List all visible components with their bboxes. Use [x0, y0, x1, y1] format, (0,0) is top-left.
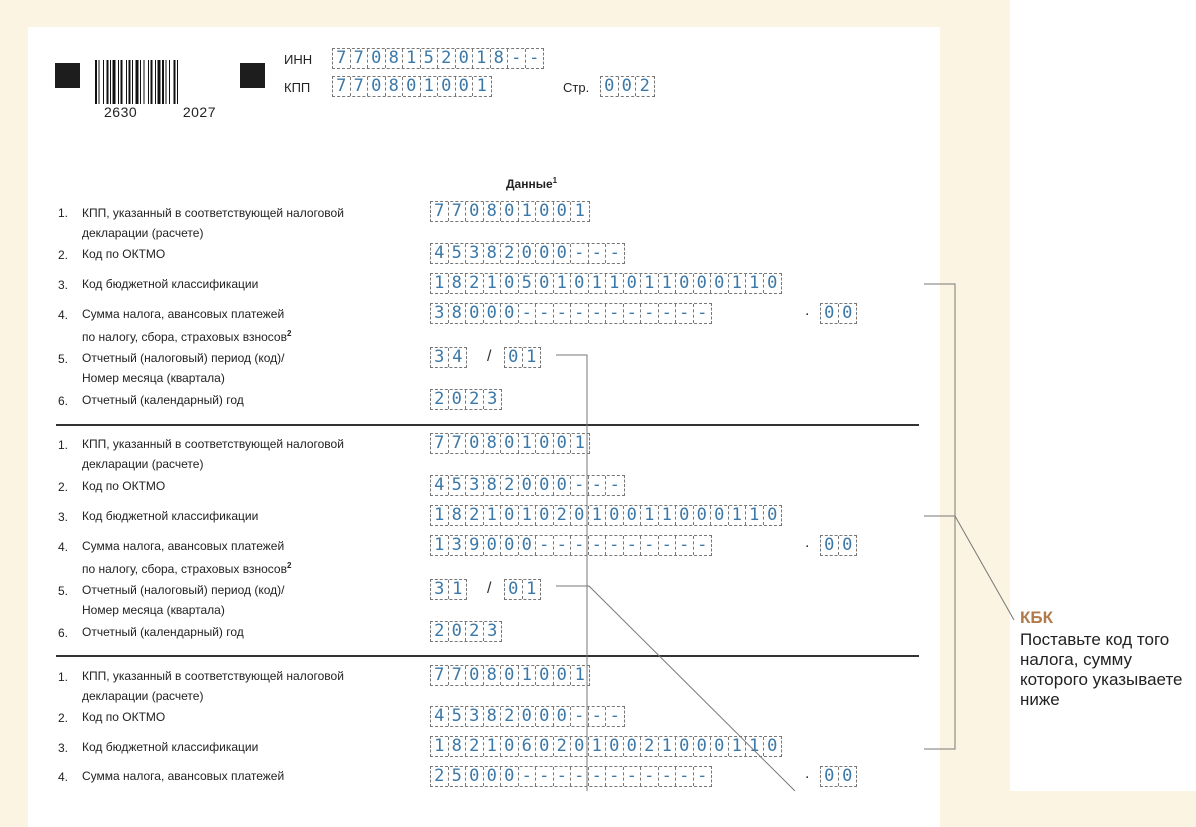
char-cell: 1: [519, 506, 537, 525]
char-cell: 3: [431, 580, 449, 599]
char-cell: 1: [641, 506, 659, 525]
char-cell: 8: [484, 202, 502, 221]
char-cell: 7: [449, 434, 467, 453]
row-label-line: Номер месяца (квартала): [82, 603, 225, 617]
char-cell: 0: [519, 536, 537, 555]
char-cell: 1: [421, 77, 439, 96]
char-cell: -: [697, 535, 708, 555]
row-number: 1.: [58, 438, 69, 452]
char-cell: 7: [333, 49, 351, 68]
char-cell: 0: [519, 244, 537, 263]
char-cell: 1: [574, 201, 585, 221]
char-cell: 0: [501, 434, 519, 453]
row-label-line: по налогу, сбора, страховых взносов: [82, 562, 287, 576]
row-label-line: по налогу, сбора, страховых взносов: [82, 330, 287, 344]
char-cell: -: [609, 706, 620, 726]
row-label-line: декларации (расчете): [82, 226, 204, 240]
char-cell: 0: [484, 536, 502, 555]
char-cell: 2: [466, 737, 484, 756]
page-label: Стр.: [563, 80, 590, 95]
char-cell: 3: [466, 476, 484, 495]
char-cell: 2: [466, 506, 484, 525]
char-cell: 0: [711, 274, 729, 293]
char-cell: -: [609, 475, 620, 495]
char-cell: 1: [519, 434, 537, 453]
char-cell: 1: [659, 737, 677, 756]
char-cell: 0: [676, 274, 694, 293]
char-cell: 9: [466, 536, 484, 555]
char-cell: 1: [659, 506, 677, 525]
row-number: 3.: [58, 278, 69, 292]
char-cell: 8: [484, 666, 502, 685]
char-cell: 0: [694, 274, 712, 293]
char-cell: 0: [711, 506, 729, 525]
char-cell: 8: [484, 476, 502, 495]
char-cell: -: [571, 244, 589, 263]
row-number: 5.: [58, 352, 69, 366]
char-cell: 1: [574, 433, 585, 453]
char-cell: 2: [554, 506, 572, 525]
char-cell: 0: [842, 766, 853, 786]
char-cell: 3: [466, 707, 484, 726]
char-cell: 8: [491, 49, 509, 68]
char-cell: 8: [484, 707, 502, 726]
char-cell: 0: [571, 506, 589, 525]
row-number: 3.: [58, 741, 69, 755]
char-cell: 2: [438, 49, 456, 68]
callout-text: Поставьте код того налога, сумму которого указываете ниже: [1020, 630, 1183, 709]
char-cell: 1: [659, 274, 677, 293]
char-cell: 2: [431, 390, 449, 409]
char-cell: 2: [501, 244, 519, 263]
char-cell: 0: [466, 434, 484, 453]
char-cell: 0: [536, 244, 554, 263]
char-cell: 1: [403, 49, 421, 68]
char-cell: -: [536, 536, 554, 555]
char-cell: 1: [589, 737, 607, 756]
char-cell: 8: [484, 244, 502, 263]
char-cell: 0: [767, 736, 778, 756]
char-cell: 0: [466, 202, 484, 221]
char-cell: 0: [536, 202, 554, 221]
char-cell: 1: [519, 666, 537, 685]
char-cell: 0: [694, 506, 712, 525]
char-cell: -: [641, 767, 659, 786]
row-label-line: Отчетный (календарный) год: [82, 625, 244, 639]
char-cell: -: [589, 476, 607, 495]
char-cell: 7: [431, 434, 449, 453]
kbk-leader-line: [924, 516, 1014, 620]
decimal-point: .: [805, 534, 810, 551]
char-cell: 7: [333, 77, 351, 96]
char-cell: 1: [589, 506, 607, 525]
char-cell: 3: [431, 348, 449, 367]
char-cell: 0: [456, 77, 474, 96]
kbk-callout: [1020, 608, 1190, 710]
char-cell: 0: [536, 506, 554, 525]
char-cell: -: [676, 536, 694, 555]
char-cell: 7: [351, 77, 369, 96]
char-cell: 2: [501, 476, 519, 495]
char-cell: 8: [449, 506, 467, 525]
char-cell: -: [589, 767, 607, 786]
char-cell: -: [697, 766, 708, 786]
char-cell: 3: [487, 389, 498, 409]
char-cell: 0: [536, 476, 554, 495]
char-cell: 7: [449, 202, 467, 221]
char-cell: 1: [729, 274, 747, 293]
char-cell: 2: [641, 737, 659, 756]
char-cell: 1: [431, 536, 449, 555]
char-cell: 1: [554, 274, 572, 293]
char-cell: 5: [519, 274, 537, 293]
char-cell: 0: [536, 737, 554, 756]
period-leader-line: [556, 355, 587, 791]
char-cell: -: [606, 536, 624, 555]
char-cell: -: [697, 303, 708, 323]
barcode-number-right: 2027: [182, 104, 216, 120]
char-cell: 0: [501, 506, 519, 525]
char-cell: 1: [729, 506, 747, 525]
char-cell: -: [659, 767, 677, 786]
char-cell: 0: [676, 506, 694, 525]
char-cell: 0: [466, 666, 484, 685]
decimal-point: .: [805, 302, 810, 319]
row-label-line: КПП, указанный в соответствующей налоговой: [82, 669, 344, 683]
row-number: 4.: [58, 770, 69, 784]
row-label-line: Отчетный (календарный) год: [82, 393, 244, 407]
char-cell: 1: [746, 274, 764, 293]
char-cell: 0: [449, 390, 467, 409]
char-cell: -: [589, 304, 607, 323]
char-cell: 0: [767, 273, 778, 293]
char-cell: -: [606, 304, 624, 323]
barcode-number-left: 2630: [104, 104, 138, 120]
char-cell: 0: [554, 202, 572, 221]
row-number: 3.: [58, 510, 69, 524]
row-label-line: КПП, указанный в соответствующей налоговой: [82, 206, 344, 220]
char-cell: -: [624, 536, 642, 555]
char-cell: 0: [505, 580, 523, 599]
char-cell: 0: [501, 304, 519, 323]
footnote-mark: 2: [286, 329, 292, 338]
char-cell: 0: [554, 666, 572, 685]
char-cell: -: [571, 707, 589, 726]
char-cell: -: [606, 767, 624, 786]
char-cell: 5: [449, 707, 467, 726]
char-cell: 1: [484, 506, 502, 525]
char-cell: 0: [456, 49, 474, 68]
data-column-footnote: 1: [552, 176, 558, 185]
char-cell: -: [508, 49, 526, 68]
char-cell: -: [571, 767, 589, 786]
char-cell: 0: [501, 666, 519, 685]
char-cell: 1: [519, 202, 537, 221]
char-cell: 1: [746, 506, 764, 525]
char-cell: 1: [526, 579, 537, 599]
char-cell: 0: [676, 737, 694, 756]
row-label-line: Отчетный (налоговый) период (код)/: [82, 583, 285, 597]
char-cell: 0: [501, 202, 519, 221]
char-cell: 0: [501, 536, 519, 555]
char-cell: 0: [536, 434, 554, 453]
char-cell: 2: [501, 707, 519, 726]
row-label-line: КПП, указанный в соответствующей налоговой: [82, 437, 344, 451]
char-cell: 0: [571, 274, 589, 293]
char-cell: 8: [449, 274, 467, 293]
row-number: 6.: [58, 626, 69, 640]
char-cell: 7: [449, 666, 467, 685]
char-cell: 8: [386, 77, 404, 96]
char-cell: 0: [619, 77, 637, 96]
char-cell: 8: [484, 434, 502, 453]
char-cell: 1: [729, 737, 747, 756]
char-cell: 0: [842, 535, 853, 555]
char-cell: 0: [536, 274, 554, 293]
char-cell: -: [609, 243, 620, 263]
char-cell: 0: [601, 77, 619, 96]
char-cell: -: [529, 48, 540, 68]
char-cell: 0: [501, 737, 519, 756]
char-cell: -: [624, 304, 642, 323]
char-cell: 0: [571, 737, 589, 756]
char-cell: -: [676, 767, 694, 786]
row-number: 4.: [58, 540, 69, 554]
char-cell: 8: [386, 49, 404, 68]
char-cell: 0: [767, 505, 778, 525]
char-cell: 0: [554, 476, 572, 495]
char-cell: 6: [519, 737, 537, 756]
char-cell: 0: [501, 274, 519, 293]
char-cell: 0: [554, 434, 572, 453]
row-label-line: Номер месяца (квартала): [82, 371, 225, 385]
char-cell: 1: [606, 274, 624, 293]
char-cell: 2: [466, 622, 484, 641]
char-cell: 1: [574, 665, 585, 685]
char-cell: 5: [449, 244, 467, 263]
char-cell: 0: [821, 536, 839, 555]
char-cell: -: [554, 767, 572, 786]
char-cell: 1: [484, 737, 502, 756]
char-cell: -: [536, 767, 554, 786]
char-cell: -: [589, 244, 607, 263]
row-number: 2.: [58, 480, 69, 494]
char-cell: 0: [519, 707, 537, 726]
char-cell: 0: [821, 767, 839, 786]
row-label-line: Код по ОКТМО: [82, 479, 166, 493]
char-cell: 2: [431, 767, 449, 786]
row-label-line: Код по ОКТМО: [82, 247, 166, 261]
char-cell: -: [571, 536, 589, 555]
char-cell: 8: [449, 304, 467, 323]
char-cell: 1: [589, 274, 607, 293]
char-cell: 5: [449, 767, 467, 786]
row-label-line: декларации (расчете): [82, 689, 204, 703]
char-cell: 1: [641, 274, 659, 293]
char-cell: -: [676, 304, 694, 323]
char-cell: -: [659, 304, 677, 323]
char-cell: -: [536, 304, 554, 323]
char-cell: 0: [505, 348, 523, 367]
kpp-label: КПП: [284, 80, 311, 95]
char-cell: 0: [466, 767, 484, 786]
char-cell: 0: [624, 737, 642, 756]
char-cell: -: [571, 304, 589, 323]
char-cell: 1: [526, 347, 537, 367]
char-cell: 0: [519, 476, 537, 495]
row-label-line: Код по ОКТМО: [82, 710, 166, 724]
char-cell: 4: [431, 476, 449, 495]
char-cell: -: [641, 304, 659, 323]
row-label-line: Код бюджетной классификации: [82, 740, 259, 754]
char-cell: 0: [449, 622, 467, 641]
char-cell: 3: [431, 304, 449, 323]
char-cell: 0: [554, 244, 572, 263]
char-cell: -: [554, 536, 572, 555]
char-cell: 0: [466, 304, 484, 323]
row-number: 2.: [58, 248, 69, 262]
char-cell: 8: [449, 737, 467, 756]
char-cell: 0: [711, 737, 729, 756]
char-cell: 0: [821, 304, 839, 323]
char-cell: 1: [452, 579, 463, 599]
decimal-point: .: [805, 765, 810, 782]
char-cell: 0: [606, 506, 624, 525]
char-cell: 0: [403, 77, 421, 96]
callout-title: КБК: [1020, 608, 1053, 627]
char-cell: 0: [501, 767, 519, 786]
char-cell: 7: [351, 49, 369, 68]
char-cell: 4: [452, 347, 463, 367]
char-cell: 2: [466, 390, 484, 409]
char-cell: 1: [746, 737, 764, 756]
char-cell: 2: [466, 274, 484, 293]
footnote-mark: 2: [286, 561, 292, 570]
char-cell: 7: [431, 666, 449, 685]
row-number: 2.: [58, 711, 69, 725]
slash-separator: /: [487, 348, 492, 365]
char-cell: 0: [536, 666, 554, 685]
char-cell: 1: [473, 49, 491, 68]
char-cell: 0: [624, 274, 642, 293]
char-cell: 7: [431, 202, 449, 221]
row-label-line: Сумма налога, авансовых платежей: [82, 769, 285, 783]
char-cell: 4: [431, 244, 449, 263]
inn-label: ИНН: [284, 52, 313, 67]
char-cell: 0: [438, 77, 456, 96]
char-cell: -: [641, 536, 659, 555]
char-cell: 5: [421, 49, 439, 68]
char-cell: 2: [639, 76, 650, 96]
row-number: 1.: [58, 206, 69, 220]
row-label-line: Код бюджетной классификации: [82, 509, 259, 523]
char-cell: -: [554, 304, 572, 323]
char-cell: 0: [484, 767, 502, 786]
char-cell: -: [624, 767, 642, 786]
char-cell: -: [589, 536, 607, 555]
char-cell: 1: [431, 737, 449, 756]
char-cell: 5: [449, 476, 467, 495]
char-cell: 1: [431, 274, 449, 293]
slash-separator: /: [487, 580, 492, 597]
char-cell: 1: [476, 76, 487, 96]
row-number: 5.: [58, 584, 69, 598]
char-cell: 0: [606, 737, 624, 756]
char-cell: 1: [484, 274, 502, 293]
char-cell: 0: [484, 304, 502, 323]
data-column-header-text: Данные: [506, 177, 553, 191]
row-label-line: Сумма налога, авансовых платежей: [82, 539, 285, 553]
char-cell: 0: [694, 737, 712, 756]
char-cell: 0: [368, 77, 386, 96]
char-cell: 2: [554, 737, 572, 756]
char-cell: -: [519, 304, 537, 323]
row-number: 4.: [58, 308, 69, 322]
char-cell: 4: [431, 707, 449, 726]
row-label-line: Отчетный (налоговый) период (код)/: [82, 351, 285, 365]
char-cell: 0: [624, 506, 642, 525]
row-label-line: Код бюджетной классификации: [82, 277, 259, 291]
char-cell: -: [519, 767, 537, 786]
row-label-line: Сумма налога, авансовых платежей: [82, 307, 285, 321]
char-cell: -: [589, 707, 607, 726]
row-label-line: декларации (расчете): [82, 457, 204, 471]
char-cell: 3: [449, 536, 467, 555]
period-leader-line: [556, 586, 795, 791]
char-cell: 0: [368, 49, 386, 68]
row-number: 1.: [58, 670, 69, 684]
char-cell: -: [659, 536, 677, 555]
char-cell: -: [571, 476, 589, 495]
char-cell: 3: [487, 621, 498, 641]
char-cell: 0: [554, 707, 572, 726]
char-cell: 3: [466, 244, 484, 263]
char-cell: 1: [431, 506, 449, 525]
char-cell: 0: [842, 303, 853, 323]
char-cell: 2: [431, 622, 449, 641]
row-number: 6.: [58, 394, 69, 408]
char-cell: 0: [536, 707, 554, 726]
